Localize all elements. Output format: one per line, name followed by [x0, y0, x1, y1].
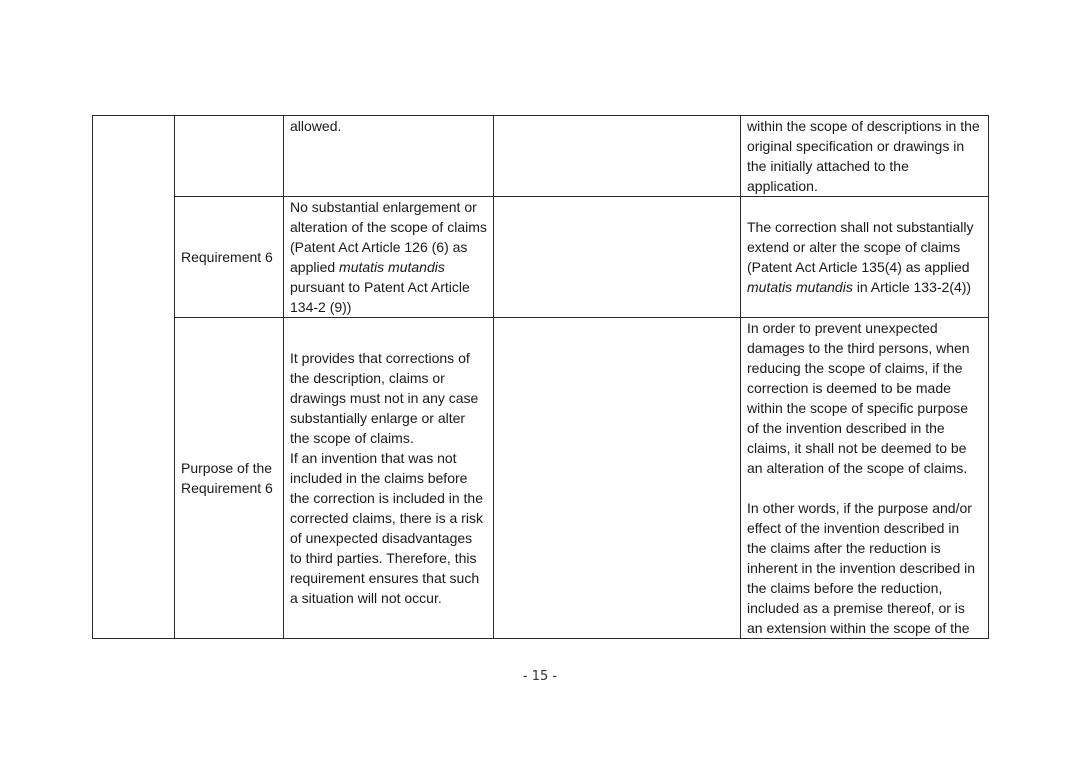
right-text: In order to prevent unexpected damages to the third persons, when reducing the scope of claims, if the correction is deemed to be made within the scope of specific purpose of the invention described in the claims, it shall not be deemed to be an alteration of the scope of claims. In other words, if the purpose and/or effect of the invention described in the claims after the reduction is inherent in the invention described in the claims before the reduction, included as a premise thereof, or is an extension within the scope of the: [747, 320, 976, 636]
right-cell: [741, 116, 989, 197]
blank-category-cell: [93, 116, 175, 639]
japan-text-part: pursuant to Patent Act Article 134-2 (9)): [290, 279, 470, 315]
right-text-part: The correction shall not substantially extend or alter the scope of claims (Patent Act Article 135(4) as applied: [747, 219, 974, 275]
page-number: - 15 -: [522, 669, 558, 684]
table-row: [93, 197, 989, 318]
right-text-part: in Article 133-2(4)): [852, 279, 972, 295]
japan-text: allowed.: [290, 118, 342, 134]
right-text-clip: [747, 318, 982, 638]
latin-phrase: mutatis mutandis: [339, 259, 445, 275]
japan-cell: [284, 197, 494, 318]
japan-cell: [284, 116, 494, 197]
row-label: Requirement 6: [181, 249, 273, 265]
japan-text-part: No substantial enlargement or alteration of the scope of claims (Patent Act Article 126 (6) as applied: [290, 199, 487, 275]
middle-cell: [494, 197, 741, 318]
row-label-cell: [175, 197, 284, 318]
japan-cell: [284, 318, 494, 639]
right-text: within the scope of descriptions in the original specification or drawings in the initially attached to the application.: [747, 118, 980, 194]
row-label-cell: [175, 116, 284, 197]
middle-cell: [494, 318, 741, 639]
japan-text: It provides that corrections of the description, claims or drawings must not in any case substantially enlarge or alter the scope of claims. If an invention that was not included in the claims before the correction is included in the corrected claims, there is a risk of unexpected disadvantages to third parties. Therefore, this requirement ensures that such a situation will not occur.: [290, 350, 483, 606]
right-cell: [741, 197, 989, 318]
table-row: [93, 116, 989, 197]
middle-cell: [494, 116, 741, 197]
latin-phrase: mutatis mutandis: [747, 279, 853, 295]
right-cell: [741, 318, 989, 639]
row-label: Purpose of the Requirement 6: [181, 460, 273, 496]
table-row: [93, 318, 989, 639]
comparison-table: [92, 115, 989, 639]
row-label-cell: [175, 318, 284, 639]
